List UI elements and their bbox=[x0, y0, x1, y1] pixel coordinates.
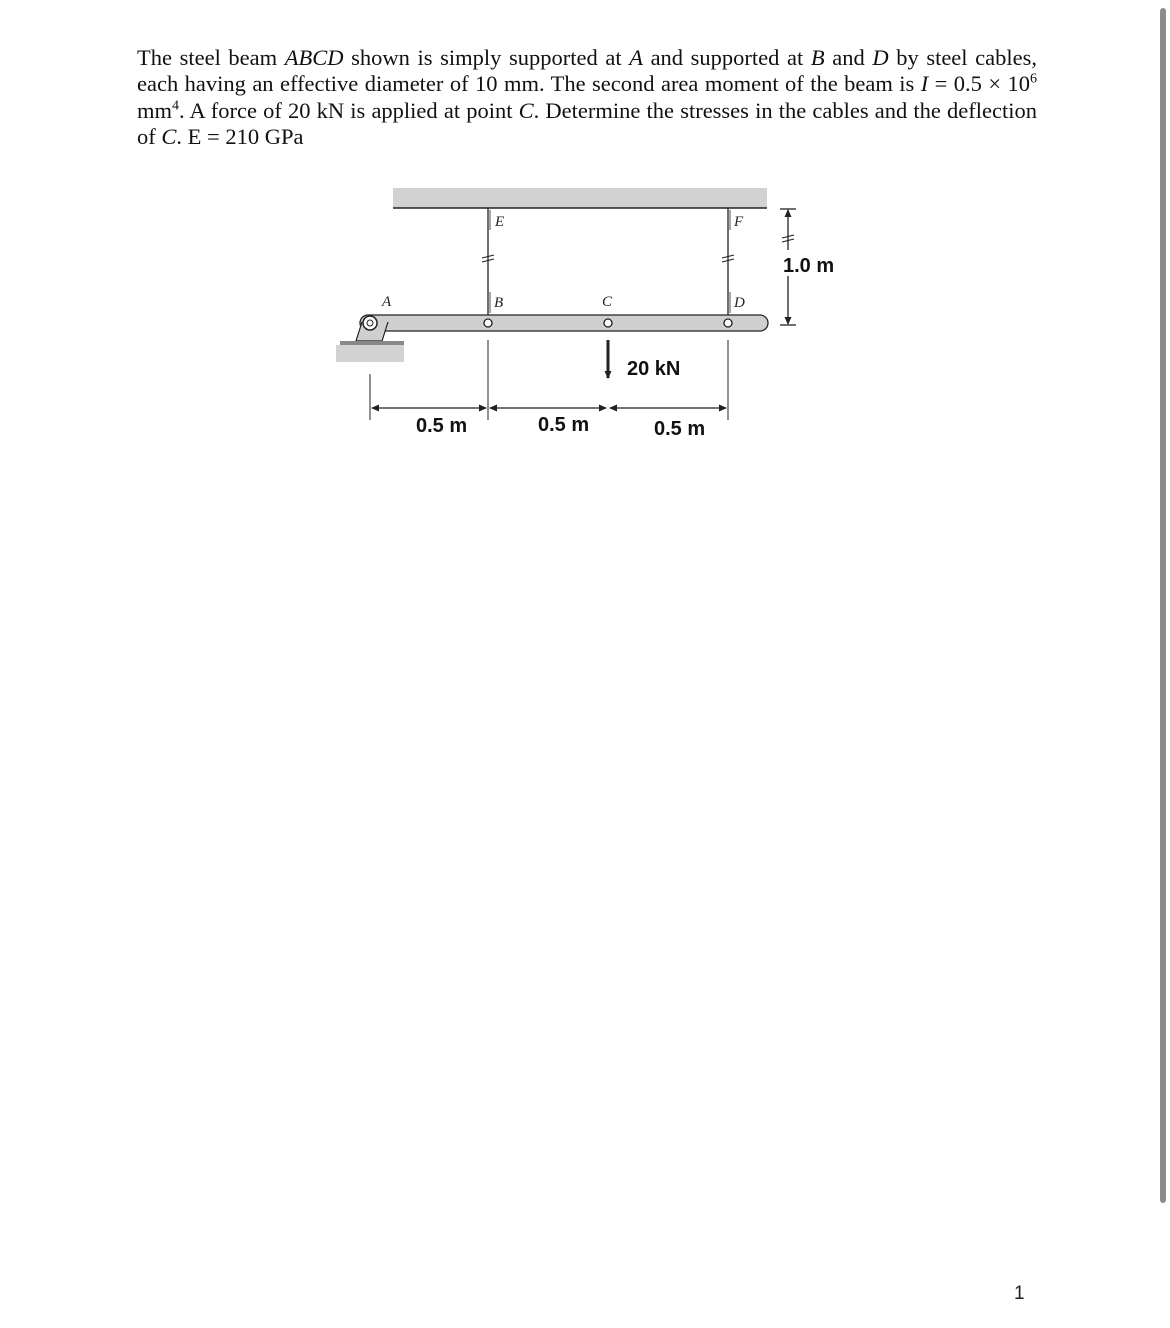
label-d: D bbox=[734, 295, 745, 311]
problem-statement bbox=[137, 45, 1037, 151]
label-a: A bbox=[382, 294, 392, 310]
scrollbar-thumb[interactable] bbox=[1160, 8, 1166, 1203]
beam-name: ABCD bbox=[284, 44, 344, 70]
exponent: 6 bbox=[1030, 71, 1037, 87]
dimension-span-bc-label: 0.5 m bbox=[538, 414, 590, 436]
text-segment: and bbox=[824, 44, 873, 70]
scrollbar[interactable] bbox=[1156, 0, 1170, 1328]
load-label: 20 kN bbox=[627, 358, 681, 380]
dimension-span-cd-label: 0.5 m bbox=[654, 418, 706, 440]
point-ref: B bbox=[810, 44, 825, 70]
text-segment: by steel cables, each having an effective diameter of 10 mm. The second area moment of the beam is bbox=[137, 44, 1038, 96]
exponent: 4 bbox=[172, 98, 180, 113]
dimension-cable-length-label: 1.0 m bbox=[783, 255, 835, 277]
label-e: E bbox=[495, 214, 505, 230]
text-segment: The steel beam bbox=[137, 44, 285, 70]
text-segment: . E = 210 GPa bbox=[176, 124, 304, 149]
beam-diagram bbox=[330, 180, 860, 450]
dimension-span-ab-label: 0.5 m bbox=[416, 415, 468, 437]
beam bbox=[360, 315, 768, 331]
point-ref: C bbox=[161, 124, 177, 149]
text-segment: . Determine the stresses in the cables and the deflection of bbox=[137, 97, 1037, 149]
text-segment: shown is simply supported at bbox=[343, 44, 630, 70]
label-b: B bbox=[494, 295, 504, 311]
pin-b bbox=[484, 319, 492, 327]
point-ref: D bbox=[872, 44, 889, 70]
text-segment: = 0.5 × 10 bbox=[928, 71, 1030, 96]
pin-d bbox=[724, 319, 732, 327]
text-segment: and supported at bbox=[642, 44, 811, 70]
symbol-i: I bbox=[920, 71, 929, 96]
point-ref: A bbox=[629, 44, 643, 70]
point-ref: C bbox=[518, 97, 534, 123]
label-f: F bbox=[734, 214, 744, 230]
pin-c bbox=[604, 319, 612, 327]
label-c: C bbox=[602, 294, 613, 310]
text-segment: . A force of 20 kN is applied at point bbox=[179, 97, 519, 123]
text-segment: mm bbox=[137, 97, 173, 123]
ceiling bbox=[393, 188, 767, 208]
page-number: 1 bbox=[1014, 1283, 1025, 1304]
